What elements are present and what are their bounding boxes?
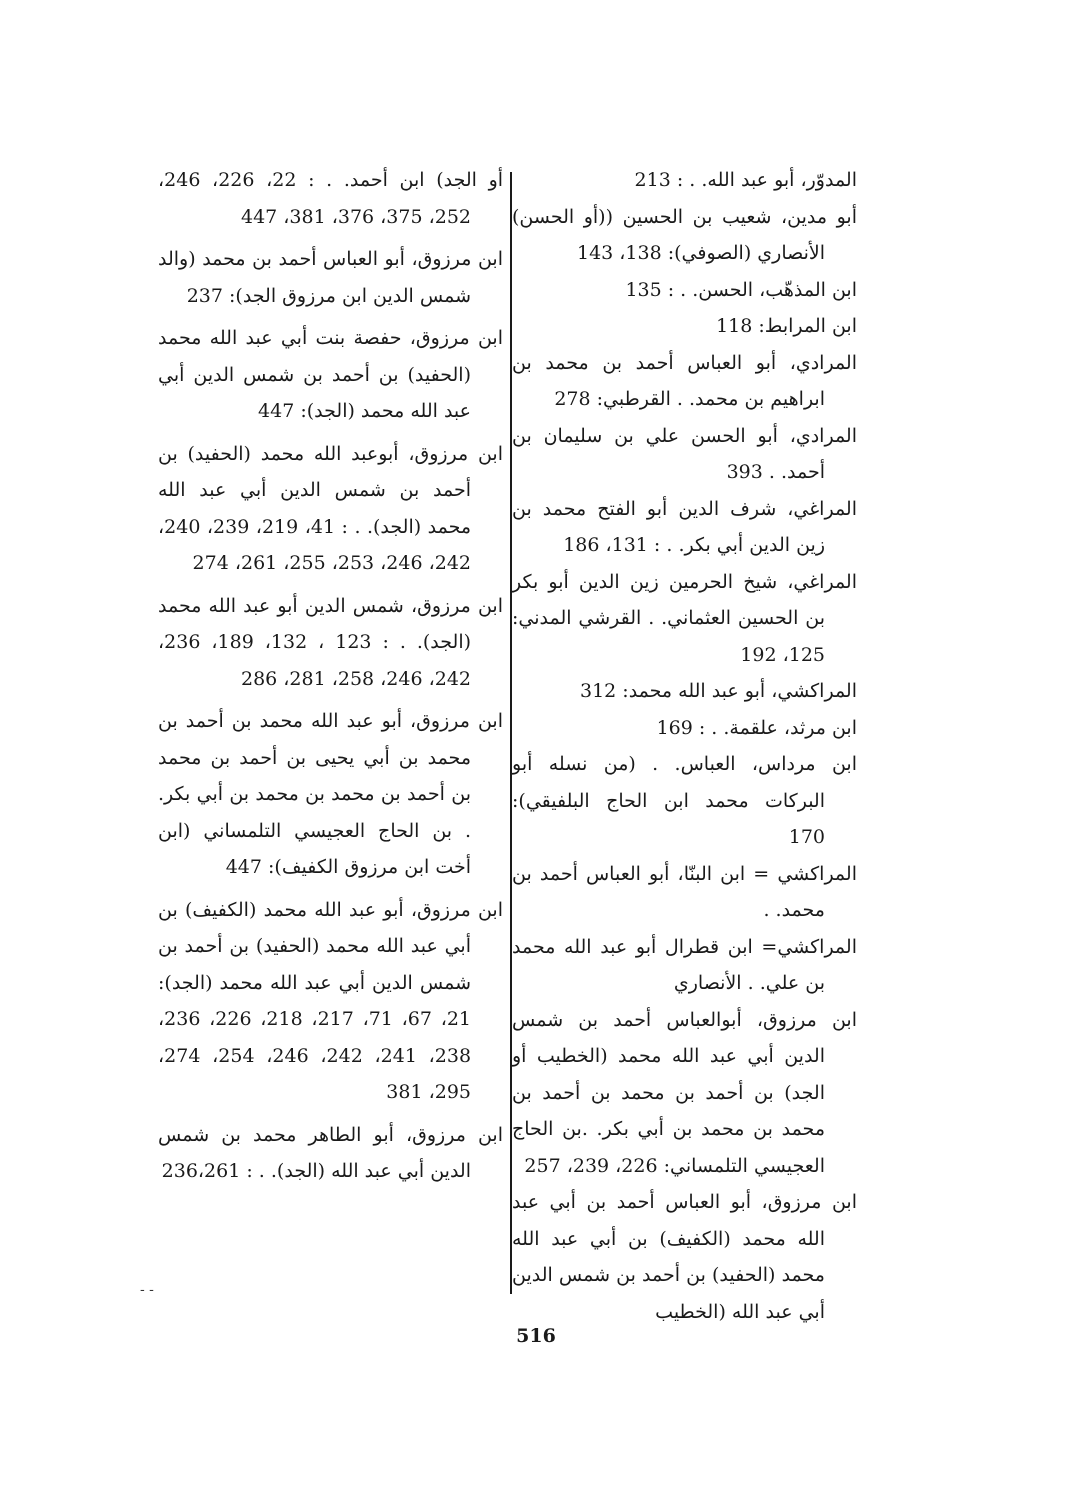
page-number: 516 xyxy=(516,1325,556,1347)
column-divider xyxy=(510,172,512,1294)
index-entry: المراغي، شيخ الحرمين زين الدين أبو بكر بن الحسين العثماني. . القرشي المدني: 125، 192 xyxy=(512,570,857,666)
index-entry: المراكشي = ابن البنّا، أبو العباس أحمد بن محمد. . xyxy=(512,862,857,921)
index-entry: ابن المرابط: 118 xyxy=(716,315,857,337)
index-entry: المراغي، شرف الدين أبو الفتح محمد بن زين الدين أبي بكر. . : 131، 186 xyxy=(512,497,857,556)
index-entry: المدوّر، أبو عبد الله. . : 213 xyxy=(634,169,857,191)
index-column-right xyxy=(512,162,857,1330)
index-entry: ابن مرزوق، أبوالعباس أحمد بن شمس الدين أبي عبد الله محمد (الخطيب أو الجد) بن أحمد بن محمد بن أحمد بن محمد بن محمد بن أبي بكر. .بن الحاج العجيسي التلمساني: 226، 239، 257 xyxy=(512,1008,857,1177)
scan-mark: - - xyxy=(140,1282,154,1298)
index-entry: ابن مرثد، علقمة. . : 169 xyxy=(656,716,857,739)
index-entry: المراكشي= ابن قطرال أبو عبد الله محمد بن علي. . الأنصاري xyxy=(512,935,857,994)
index-entry: أو الجد) ابن أحمد. . : 22، 226، 246، 252، 375، 376، 381، 447 xyxy=(158,169,504,228)
index-entry: ابن مرزوق، أبو عبد الله محمد (الكفيف) بن أبي عبد الله محمد (الحفيد) بن أحمد بن شمس الدين أبي عبد الله محمد (الجد): 21، 67، 71، 217، 218، 226، 236، 238، 241، 242، 246، 254، 274، 295، 381 xyxy=(158,898,503,1103)
index-entry: ابن مرزوق، شمس الدين أبو عبد الله محمد (الجد). . : 123 ، 132، 189، 236، 242، 246، 258، 281، 286 xyxy=(158,594,503,690)
index-entry: ابن مرداس، العباس. . (من نسله أبو البركات محمد ابن الحاج البلفيقي): 170 xyxy=(512,753,857,848)
index-entry: المراكشي، أبو عبد الله محمد: 312 xyxy=(579,680,857,702)
index-entry: ابن مرزوق، أبو العباس أحمد بن أبي عبد الله محمد (الكفيف) بن أبي عبد الله محمد (الحفيد) بن أحمد بن شمس الدين أبي عبد الله (الخطيب xyxy=(512,1191,857,1323)
index-entry: المرادي، أبو العباس أحمد بن محمد بن ابراهيم بن محمد. . القرطبي: 278 xyxy=(512,351,857,410)
index-entry: ابن مرزوق، أبو العباس أحمد بن محمد (والد شمس الدين ابن مرزوق الجد): 237 xyxy=(158,248,503,307)
index-entry: ابن مرزوق، حفصة بنت أبي عبد الله محمد (الحفيد) بن أحمد بن شمس الدين أبي عبد الله محمد (الجد): 447 xyxy=(158,327,503,422)
index-entry: ابن المذهّب، الحسن. . : 135 xyxy=(625,278,857,301)
index-entry: أبو مدين، شعيب بن الحسين ((أو الحسن) الأنصاري (الصوفي): 138، 143 xyxy=(512,205,857,264)
index-entry: ابن مرزوق، أبو الطاهر محمد بن شمس الدين أبي عبد الله (الجد). . : 236،261 xyxy=(158,1123,503,1182)
index-entry: ابن مرزوق، أبوعبد الله محمد (الحفيد) بن أحمد بن شمس الدين أبي عبد الله محمد (الجد). . : 41، 219، 239، 240، 242، 246، 253، 255، 261، 274 xyxy=(158,442,503,574)
index-entry: ابن مرزوق، أبو عبد الله محمد بن أحمد بن محمد بن أبي يحيى بن أحمد بن محمد بن أحمد بن محمد بن محمد بن أبي بكر. . بن الحاج العجيسي التلمساني (ابن أخت ابن مرزوق الكفيف): 447 xyxy=(158,710,503,878)
index-entry: المرادي، أبو الحسن علي بن سليمان بن أحمد. . 393 xyxy=(512,424,857,483)
index-column-left xyxy=(158,162,503,1196)
